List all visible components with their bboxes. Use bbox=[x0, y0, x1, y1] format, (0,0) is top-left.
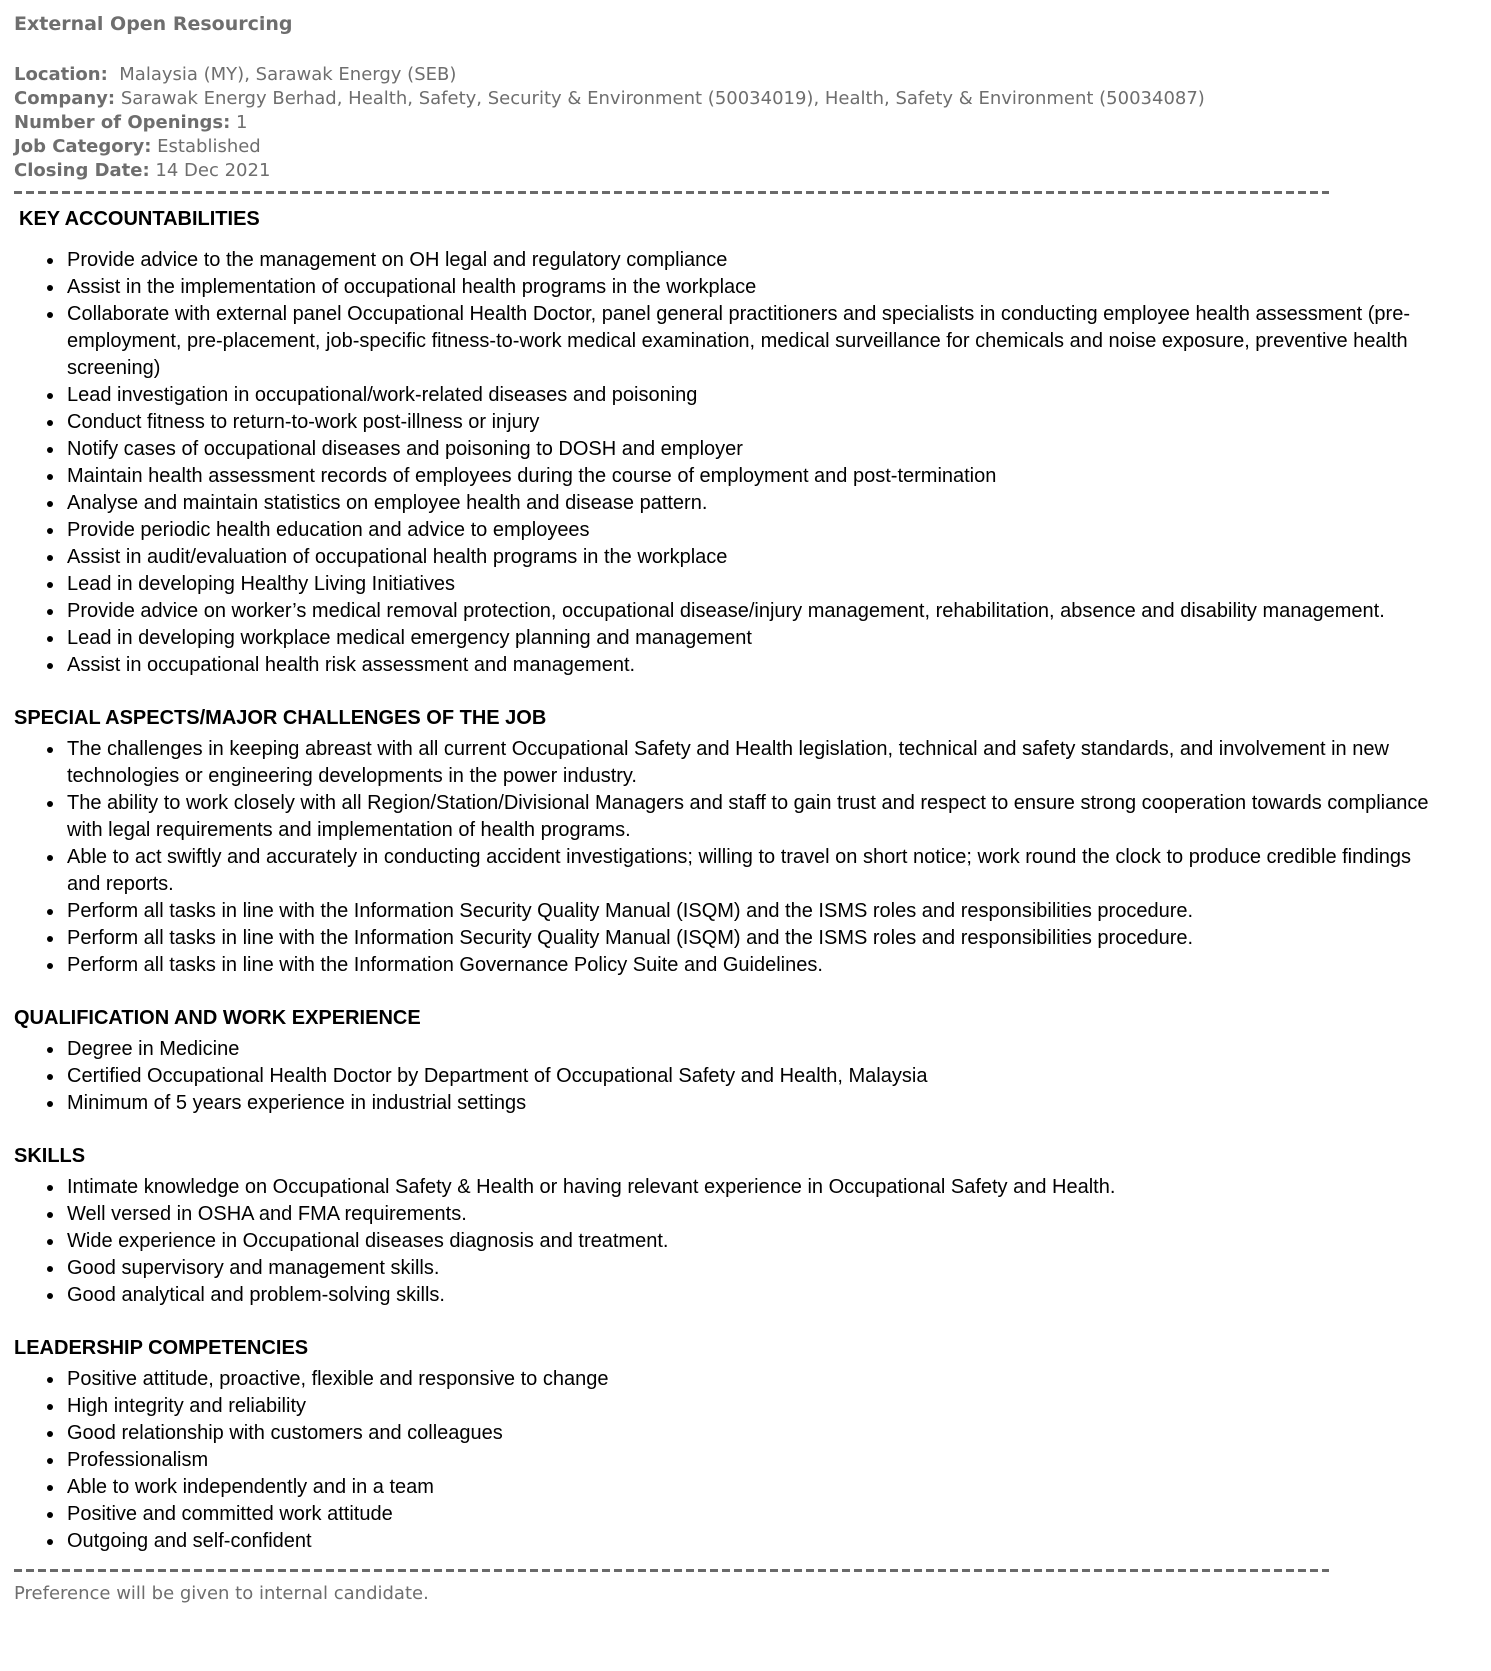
section-heading: SPECIAL ASPECTS/MAJOR CHALLENGES OF THE JOB bbox=[14, 707, 547, 729]
meta-label: Location: bbox=[14, 64, 108, 85]
meta-value: Sarawak Energy Berhad, Health, Safety, Security & Environment (50034019), Health, Safety & Environment (50034087) bbox=[115, 88, 1205, 109]
meta-label: Closing Date: bbox=[14, 160, 150, 181]
bullet-item: • Perform all tasks in line with the Information Security Quality Manual (ISQM) and the ISMS roles and responsibilities procedure. bbox=[65, 898, 1443, 925]
bullet-item: • Positive and committed work attitude bbox=[65, 1501, 1443, 1528]
job-sections bbox=[14, 206, 1477, 1555]
section-heading: LEADERSHIP COMPETENCIES bbox=[14, 1337, 309, 1359]
bullet-item: • Good supervisory and management skills. bbox=[65, 1255, 1443, 1282]
bullet-item: • Lead in developing workplace medical emergency planning and management bbox=[65, 625, 1443, 652]
bullet-item: • Assist in audit/evaluation of occupational health programs in the workplace bbox=[65, 544, 1443, 571]
bullet-item: • Collaborate with external panel Occupational Health Doctor, panel general practitioners and specialists in conducting employee health assessment (pre-employment, pre-placement, job-specific fitness-to-work medical examination, medical surveillance for chemicals and noise exposure, preventive health screening) bbox=[65, 301, 1443, 382]
bullet-list bbox=[14, 1366, 1477, 1555]
section-heading: QUALIFICATION AND WORK EXPERIENCE bbox=[14, 1007, 421, 1029]
bullet-item: • Conduct fitness to return-to-work post-illness or injury bbox=[65, 409, 1443, 436]
bullet-item: • Provide advice on worker’s medical removal protection, occupational disease/injury management, rehabilitation, absence and disability management. bbox=[65, 598, 1443, 625]
bullet-item: • The ability to work closely with all Region/Station/Divisional Managers and staff to gain trust and respect to ensure strong cooperation towards compliance with legal requirements and implementation of health programs. bbox=[65, 790, 1443, 844]
page-title: External Open Resourcing bbox=[14, 13, 293, 35]
meta-label: Job Category: bbox=[14, 136, 152, 157]
meta-value: 1 bbox=[230, 112, 248, 133]
bullet-item: • Certified Occupational Health Doctor by Department of Occupational Safety and Health, Malaysia bbox=[65, 1063, 1443, 1090]
bullet-item: • Intimate knowledge on Occupational Safety & Health or having relevant experience in Occupational Safety and Health. bbox=[65, 1174, 1443, 1201]
dashed-separator-bottom bbox=[14, 1569, 1329, 1572]
bullet-item: • Maintain health assessment records of employees during the course of employment and post-termination bbox=[65, 463, 1443, 490]
bullet-item: • Able to act swiftly and accurately in conducting accident investigations; willing to travel on short notice; work round the clock to produce credible findings and reports. bbox=[65, 844, 1443, 898]
bullet-list bbox=[14, 736, 1477, 979]
meta-value: Malaysia (MY), Sarawak Energy (SEB) bbox=[107, 64, 457, 85]
bullet-item: • Perform all tasks in line with the Information Governance Policy Suite and Guidelines. bbox=[65, 952, 1443, 979]
bullet-item: • Degree in Medicine bbox=[65, 1036, 1443, 1063]
bullet-item: • Notify cases of occupational diseases and poisoning to DOSH and employer bbox=[65, 436, 1443, 463]
meta-value: 14 Dec 2021 bbox=[149, 160, 271, 181]
bullet-item: • Lead investigation in occupational/work-related diseases and poisoning bbox=[65, 382, 1443, 409]
bullet-item: • Professionalism bbox=[65, 1447, 1443, 1474]
meta-row bbox=[14, 135, 1477, 159]
bullet-item: • Good relationship with customers and colleagues bbox=[65, 1420, 1443, 1447]
bullet-list bbox=[14, 247, 1477, 679]
meta-row bbox=[14, 63, 1477, 87]
meta-label: Company: bbox=[14, 88, 116, 109]
bullet-item: • Perform all tasks in line with the Information Security Quality Manual (ISQM) and the ISMS roles and responsibilities procedure. bbox=[65, 925, 1443, 952]
meta-row bbox=[14, 159, 1477, 183]
bullet-list bbox=[14, 1036, 1477, 1117]
bullet-item: • The challenges in keeping abreast with all current Occupational Safety and Health legislation, technical and safety standards, and involvement in new technologies or engineering developments in the power industry. bbox=[65, 736, 1443, 790]
bullet-item: • Lead in developing Healthy Living Initiatives bbox=[65, 571, 1443, 598]
bullet-item: • Positive attitude, proactive, flexible and responsive to change bbox=[65, 1366, 1443, 1393]
meta-row bbox=[14, 111, 1477, 135]
meta-label: Number of Openings: bbox=[14, 112, 231, 133]
bullet-item: • Analyse and maintain statistics on employee health and disease pattern. bbox=[65, 490, 1443, 517]
bullet-item: • Able to work independently and in a team bbox=[65, 1474, 1443, 1501]
dashed-separator-top bbox=[14, 191, 1329, 194]
bullet-item: • Outgoing and self-confident bbox=[65, 1528, 1443, 1555]
section-heading: KEY ACCOUNTABILITIES bbox=[19, 208, 260, 230]
job-meta bbox=[14, 63, 1477, 183]
meta-value: Established bbox=[151, 136, 261, 157]
bullet-item: • Assist in the implementation of occupational health programs in the workplace bbox=[65, 274, 1443, 301]
bullet-item: • Wide experience in Occupational diseases diagnosis and treatment. bbox=[65, 1228, 1443, 1255]
bullet-item: • Assist in occupational health risk assessment and management. bbox=[65, 652, 1443, 679]
bullet-item: • Provide periodic health education and advice to employees bbox=[65, 517, 1443, 544]
bullet-item: • Provide advice to the management on OH legal and regulatory compliance bbox=[65, 247, 1443, 274]
bullet-item: • High integrity and reliability bbox=[65, 1393, 1443, 1420]
footer-note: Preference will be given to internal candidate. bbox=[14, 1583, 429, 1604]
bullet-list bbox=[14, 1174, 1477, 1309]
section-heading: SKILLS bbox=[14, 1145, 86, 1167]
bullet-item: • Well versed in OSHA and FMA requirements. bbox=[65, 1201, 1443, 1228]
meta-row bbox=[14, 87, 1477, 111]
bullet-item: • Minimum of 5 years experience in industrial settings bbox=[65, 1090, 1443, 1117]
bullet-item: • Good analytical and problem-solving skills. bbox=[65, 1282, 1443, 1309]
